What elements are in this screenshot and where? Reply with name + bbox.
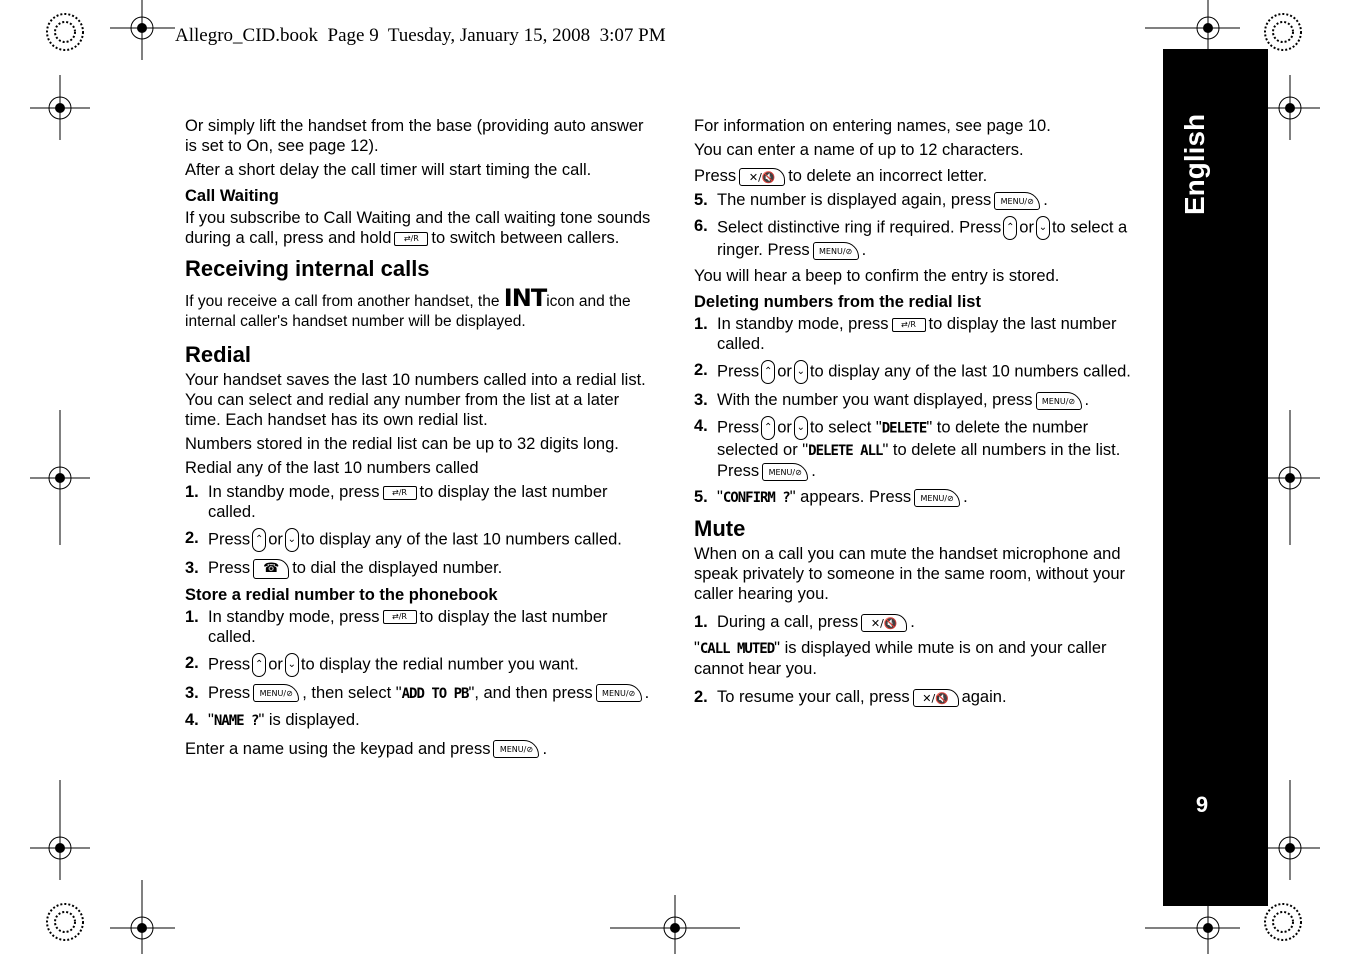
list-item: 1. In standby mode, press ⇄/R to display the last number called.: [694, 315, 1117, 353]
deleting-numbers-heading: Deleting numbers from the redial list: [694, 293, 981, 311]
receiving-internal-calls-heading: Receiving internal calls: [185, 256, 430, 281]
paragraph: If you receive a call from another handset, the INTicon and the internal caller's handset number will be displayed.: [185, 284, 631, 330]
print-header: Allegro_CID.book Page 9 Tuesday, January 15, 2008 3:07 PM: [175, 25, 666, 46]
up-arrow-icon: ⌃: [252, 653, 266, 677]
int-display-icon: INT: [503, 284, 547, 312]
redial-key-icon: ⇄/R: [383, 610, 417, 624]
list-item: 1. In standby mode, press ⇄/R to display the last number called.: [185, 483, 608, 521]
menu-key-icon: MENU/⊘: [994, 192, 1040, 210]
up-arrow-icon: ⌃: [1003, 216, 1017, 240]
lcd-text: ADD TO PB: [401, 685, 469, 702]
down-arrow-icon: ⌄: [285, 653, 299, 677]
paragraph: If you subscribe to Call Waiting and the call waiting tone sounds during a call, press and hold ⇄/R to switch between callers.: [185, 209, 651, 247]
list-item: 2. Press ⌃ or ⌄ to display the redial number you want.: [185, 653, 655, 677]
down-arrow-icon: ⌄: [1036, 216, 1050, 240]
up-arrow-icon: ⌃: [761, 360, 775, 384]
paragraph: Press ✕/🔇 to delete an incorrect letter.: [694, 167, 988, 185]
list-item: 3. Press MENU/⊘ , then select "ADD TO PB", and then press MENU/⊘ .: [185, 683, 650, 702]
list-item: 1. During a call, press ✕/🔇 .: [694, 613, 915, 631]
paragraph: After a short delay the call timer will start timing the call.: [185, 161, 592, 179]
list-item: 1. In standby mode, press ⇄/R to display the last number called.: [185, 607, 608, 646]
paragraph: Numbers stored in the redial list can be up to 32 digits long.: [185, 435, 619, 453]
mute-clear-key-icon: ✕/🔇: [739, 168, 785, 186]
right-column: [694, 116, 1154, 713]
redial-heading: Redial: [185, 342, 252, 367]
paragraph: Enter a name using the keypad and press MENU/⊘ .: [185, 739, 548, 758]
store-redial-heading: Store a redial number to the phonebook: [185, 585, 498, 604]
list-item: 6. Select distinctive ring if required. Press ⌃ or ⌄ to select a ringer. Press MENU/⊘ .: [694, 217, 1128, 259]
list-item: 3. With the number you want displayed, press MENU/⊘ .: [694, 391, 1090, 409]
paragraph: Your handset saves the last 10 numbers called into a redial list. You can select and redial any number from the list at a later time. Each handset has its own redial list.: [185, 371, 646, 429]
menu-key-icon: MENU/⊘: [596, 684, 642, 702]
paragraph: For information on entering names, see page 10.: [694, 117, 1051, 135]
list-item: 5. The number is displayed again, press MENU/⊘ .: [694, 191, 1048, 209]
list-item: 2. To resume your call, press ✕/🔇 again.: [694, 688, 1007, 706]
paragraph: When on a call you can mute the handset microphone and speak privately to someone in the same room, without your caller hearing you.: [694, 545, 1126, 603]
paragraph: "CALL MUTED" is displayed while mute is on and your caller cannot hear you.: [694, 639, 1107, 678]
menu-key-icon: MENU/⊘: [813, 242, 859, 260]
mute-clear-key-icon: ✕/🔇: [861, 614, 907, 632]
redial-key-icon: ⇄/R: [892, 318, 926, 332]
mute-heading: Mute: [694, 516, 746, 541]
paragraph: You can enter a name of up to 12 characters.: [694, 141, 1024, 159]
menu-key-icon: MENU/⊘: [493, 740, 539, 758]
up-arrow-icon: ⌃: [761, 416, 775, 440]
paragraph: Redial any of the last 10 numbers called: [185, 459, 479, 477]
list-item: 3. Press ☎ to dial the displayed number.: [185, 559, 503, 577]
list-item: 2. Press ⌃ or ⌄ to display any of the last 10 numbers called.: [694, 360, 1154, 384]
menu-key-icon: MENU/⊘: [1036, 392, 1082, 410]
mute-clear-key-icon: ✕/🔇: [913, 689, 959, 707]
lcd-text: DELETE ALL: [808, 443, 883, 459]
list-item: 5. "CONFIRM ?" appears. Press MENU/⊘ .: [694, 488, 968, 506]
paragraph: Or simply lift the handset from the base (providing auto answer is set to On, see page 12).: [185, 117, 644, 155]
list-item: 2. Press ⌃ or ⌄ to display any of the last 10 numbers called.: [185, 528, 655, 552]
down-arrow-icon: ⌄: [794, 416, 808, 440]
menu-key-icon: MENU/⊘: [914, 489, 960, 507]
lcd-text: NAME ?: [213, 712, 259, 729]
int-key-icon: ⇄/R: [394, 232, 428, 246]
page-number: 9: [1195, 792, 1209, 817]
left-column: [185, 116, 655, 763]
lcd-text: DELETE: [881, 420, 927, 437]
redial-key-icon: ⇄/R: [383, 486, 417, 500]
lcd-text: CALL MUTED: [699, 641, 775, 657]
up-arrow-icon: ⌃: [252, 528, 266, 552]
menu-key-icon: MENU/⊘: [762, 463, 808, 481]
menu-key-icon: MENU/⊘: [253, 684, 299, 702]
paragraph: You will hear a beep to confirm the entry is stored.: [694, 267, 1060, 285]
call-waiting-heading: Call Waiting: [185, 187, 279, 205]
list-item: 4. "NAME ?" is displayed.: [185, 710, 360, 729]
list-item: 4. Press ⌃ or ⌄ to select "DELETE" to delete the number selected or "DELETE ALL" to delete all numbers in the list. Press MENU/⊘ .: [694, 417, 1121, 480]
down-arrow-icon: ⌄: [285, 528, 299, 552]
lcd-text: CONFIRM ?: [722, 490, 790, 506]
down-arrow-icon: ⌄: [794, 360, 808, 384]
talk-key-icon: ☎: [253, 559, 289, 579]
language-tab-label: English: [1179, 113, 1210, 215]
